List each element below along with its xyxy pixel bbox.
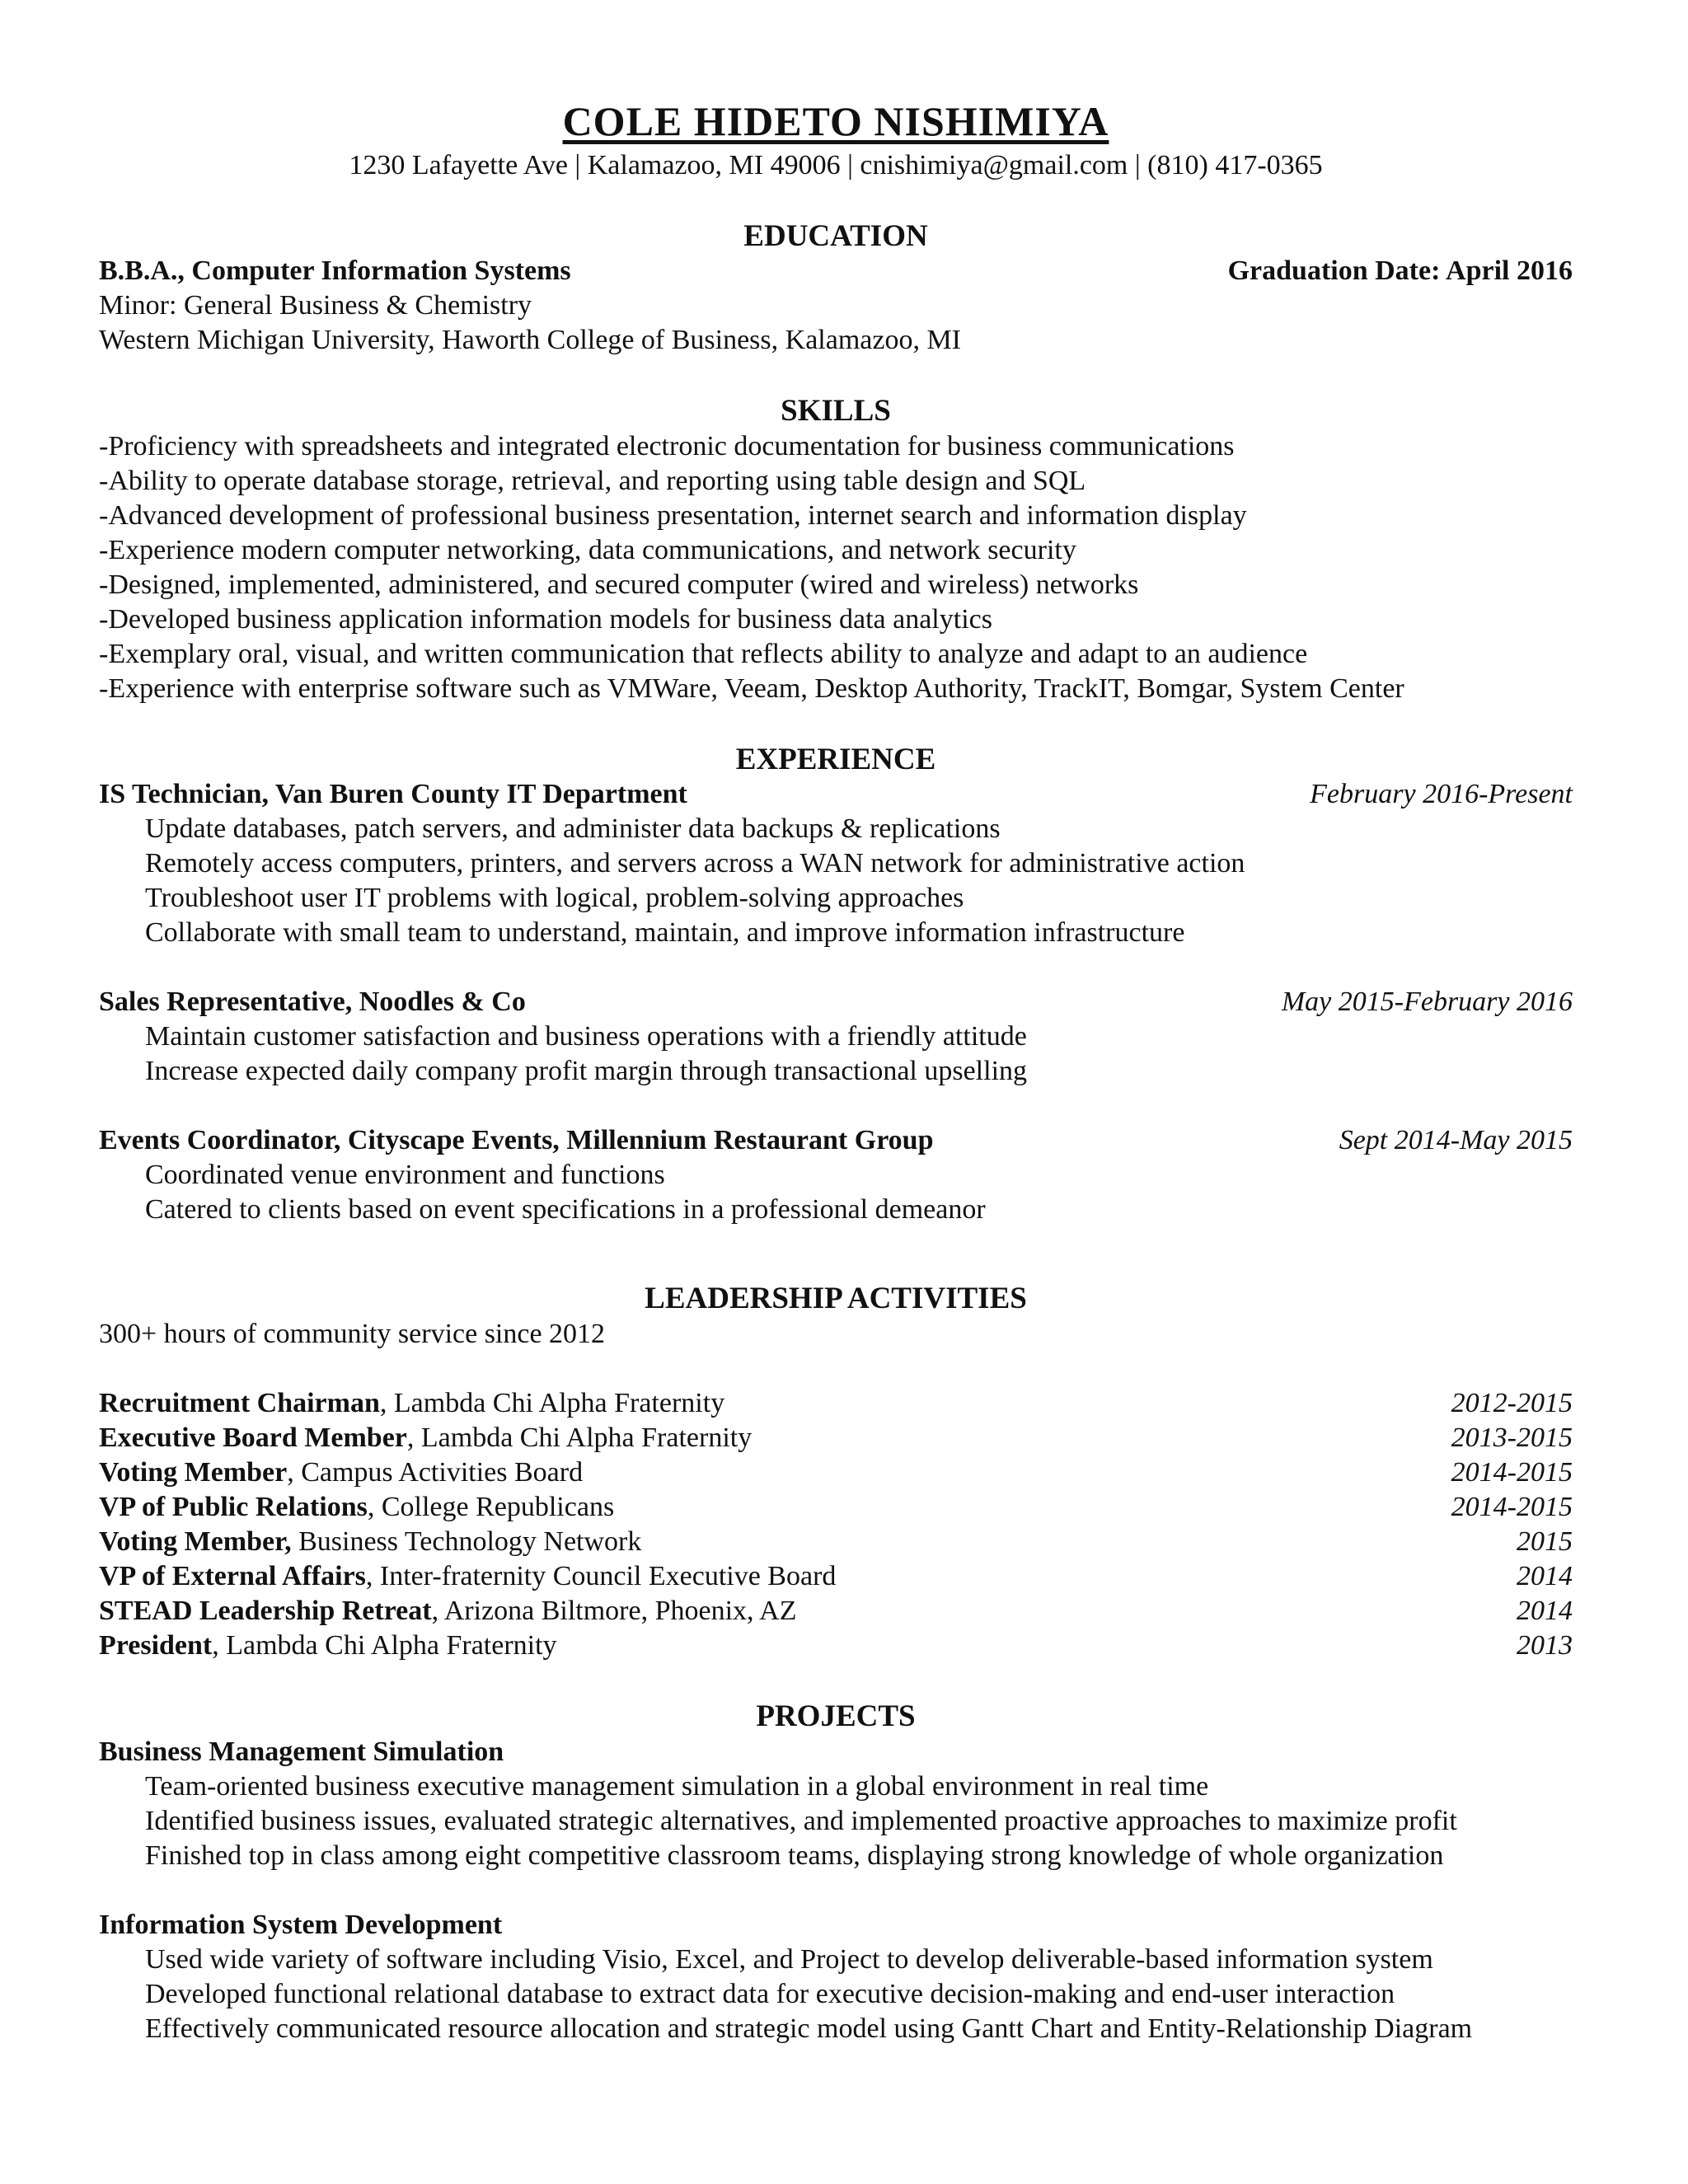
contact-info: 1230 Lafayette Ave | Kalamazoo, MI 49006 | cnishimiya@gmail.com | (810) 417-0365 — [349, 150, 1323, 180]
school: Western Michigan University, Haworth College of Business, Kalamazoo, MI — [99, 325, 961, 356]
leadership-org: , Lambda Chi Alpha Fraternity — [379, 1387, 725, 1418]
leadership-section — [99, 1282, 1573, 1663]
job-duty: Increase expected daily company profit margin through transactional upselling — [145, 1056, 1028, 1087]
experience-section — [99, 743, 1573, 1228]
projects-section — [99, 1699, 1573, 2046]
leadership-org: , Inter-fraternity Council Executive Board — [365, 1560, 837, 1591]
skill-item: -Designed, implemented, administered, and secured computer (wired and wireless) networks — [99, 569, 1139, 600]
skills-section — [99, 394, 1573, 706]
leadership-years: 2014-2015 — [1451, 1491, 1573, 1522]
leadership-years: 2013 — [1517, 1629, 1573, 1661]
leadership-item — [99, 1386, 1573, 1421]
community-service-summary: 300+ hours of community service since 2012 — [99, 1318, 606, 1349]
job-duty: Maintain customer satisfaction and business operations with a friendly attitude — [145, 1021, 1027, 1052]
project-title: Business Management Simulation — [99, 1736, 504, 1767]
project-detail: Developed functional relational database to extract data for executive decision-making and end-user interaction — [145, 1978, 1395, 2009]
leadership-list — [99, 1386, 1573, 1663]
resume-header — [99, 99, 1573, 183]
leadership-item — [99, 1455, 1573, 1490]
leadership-org: , Campus Activities Board — [287, 1456, 584, 1488]
leadership-role: President — [99, 1629, 213, 1661]
leadership-item — [99, 1490, 1573, 1525]
leadership-org: , Lambda Chi Alpha Fraternity — [212, 1629, 557, 1661]
job-duty: Update databases, patch servers, and administer data backups & replications — [145, 813, 1001, 845]
job-duty: Catered to clients based on event specifications in a professional demeanor — [145, 1194, 986, 1226]
project-detail: Used wide variety of software including Visio, Excel, and Project to develop deliverable-based information system — [145, 1943, 1433, 1975]
leadership-item — [99, 1525, 1573, 1559]
job-duty: Collaborate with small team to understand, maintain, and improve information infrastructure — [145, 917, 1185, 949]
job-entry — [99, 1123, 1573, 1227]
project-detail: Identified business issues, evaluated strategic alternatives, and implemented proactive approaches to maximize profit — [145, 1805, 1457, 1836]
job-dates: Sept 2014-May 2015 — [1339, 1125, 1573, 1156]
leadership-years: 2013-2015 — [1451, 1422, 1573, 1453]
leadership-org: , College Republicans — [367, 1491, 615, 1522]
job-duty: Remotely access computers, printers, and servers across a WAN network for administrative action — [145, 848, 1245, 879]
leadership-org: Business Technology Network — [291, 1526, 642, 1557]
project-detail: Team-oriented business executive management simulation in a global environment in real time — [145, 1770, 1209, 1802]
job-duty: Troubleshoot user IT problems with logical, problem-solving approaches — [145, 883, 964, 914]
leadership-item — [99, 1559, 1573, 1594]
job-header — [99, 1123, 1573, 1158]
project-entry — [99, 1908, 1573, 2046]
job-entry — [99, 777, 1573, 950]
leadership-org: , Arizona Biltmore, Phoenix, AZ — [431, 1595, 797, 1626]
job-dates: May 2015-February 2016 — [1281, 987, 1573, 1018]
job-entry — [99, 985, 1573, 1089]
leadership-years: 2015 — [1517, 1526, 1573, 1557]
minor: Minor: General Business & Chemistry — [99, 290, 532, 321]
leadership-org: , Lambda Chi Alpha Fraternity — [406, 1422, 753, 1453]
leadership-role: STEAD Leadership Retreat — [99, 1595, 432, 1626]
job-duty: Coordinated venue environment and functions — [145, 1160, 665, 1191]
leadership-role: VP of External Affairs — [99, 1560, 366, 1591]
skill-item: -Ability to operate database storage, retrieval, and reporting using table design and SQL — [99, 465, 1086, 496]
skill-item: -Developed business application information models for business data analytics — [99, 603, 992, 635]
leadership-role: Recruitment Chairman — [99, 1387, 380, 1418]
job-title: IS Technician, Van Buren County IT Department — [99, 779, 687, 810]
leadership-item — [99, 1421, 1573, 1455]
skill-item: -Exemplary oral, visual, and written communication that reflects ability to analyze and adapt to an audience — [99, 638, 1308, 669]
skills-heading: SKILLS — [781, 394, 891, 429]
leadership-years: 2014-2015 — [1451, 1456, 1573, 1488]
leadership-years: 2014 — [1517, 1595, 1573, 1626]
education-heading: EDUCATION — [743, 218, 928, 253]
leadership-years: 2012-2015 — [1451, 1387, 1573, 1418]
project-title: Information System Development — [99, 1909, 503, 1940]
leadership-heading: LEADERSHIP ACTIVITIES — [645, 1282, 1027, 1316]
education-section — [99, 219, 1573, 359]
job-title: Events Coordinator, Cityscape Events, Millennium Restaurant Group — [99, 1125, 934, 1156]
skill-item: -Experience modern computer networking, data communications, and network security — [99, 534, 1076, 565]
job-title: Sales Representative, Noodles & Co — [99, 987, 526, 1018]
job-header — [99, 985, 1573, 1019]
skill-item: -Advanced development of professional business presentation, internet search and information display — [99, 499, 1247, 531]
leadership-role: Voting Member, — [99, 1526, 292, 1557]
leadership-years: 2014 — [1517, 1560, 1573, 1591]
graduation-date: Graduation Date: April 2016 — [1227, 255, 1573, 287]
leadership-item — [99, 1594, 1573, 1629]
experience-heading: EXPERIENCE — [735, 742, 936, 776]
leadership-item — [99, 1629, 1573, 1663]
leadership-role: VP of Public Relations — [99, 1491, 368, 1522]
degree-row — [99, 254, 1573, 288]
skill-item: -Experience with enterprise software such as VMWare, Veeam, Desktop Authority, TrackIT, Bomgar, System Center — [99, 673, 1404, 704]
job-header — [99, 777, 1573, 812]
leadership-role: Voting Member — [99, 1456, 288, 1488]
project-entry — [99, 1735, 1573, 1873]
degree: B.B.A., Computer Information Systems — [99, 255, 571, 287]
candidate-name: COLE HIDETO NISHIMIYA — [562, 98, 1109, 144]
job-dates: February 2016-Present — [1310, 779, 1573, 810]
projects-heading: PROJECTS — [756, 1699, 916, 1733]
leadership-role: Executive Board Member — [99, 1422, 407, 1453]
skill-item: -Proficiency with spreadsheets and integrated electronic documentation for business communications — [99, 430, 1235, 462]
project-detail: Effectively communicated resource allocation and strategic model using Gantt Chart and Entity-Relationship Diagram — [145, 2013, 1473, 2044]
project-detail: Finished top in class among eight competitive classroom teams, displaying strong knowledge of whole organization — [145, 1840, 1444, 1871]
